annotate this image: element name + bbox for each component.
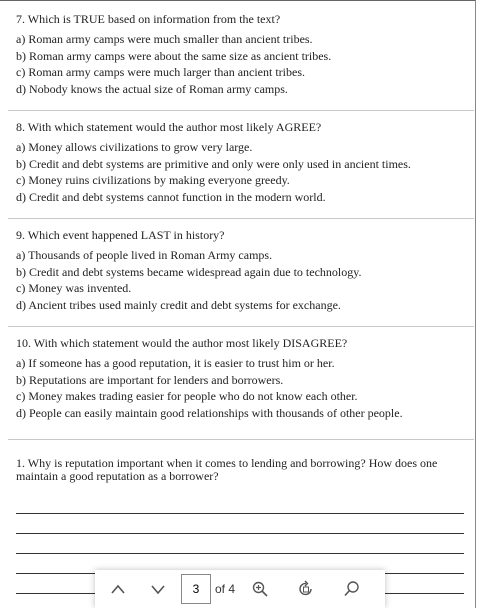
answer-option: a) Money allows civilizations to grow very large.: [16, 140, 253, 154]
chevron-up-icon: [110, 583, 126, 595]
next-page-button[interactable]: [143, 574, 173, 604]
question-9: [16, 227, 466, 313]
question-8: [16, 119, 466, 205]
answer-option: b) Roman army camps were about the same size as ancient tribes.: [16, 48, 332, 63]
pdf-toolbar: [95, 570, 385, 608]
chevron-down-icon: [150, 583, 166, 595]
page-total-label: of 4: [215, 582, 236, 596]
answer-line: [16, 513, 464, 514]
rotate-button[interactable]: [291, 574, 321, 604]
answer-option: b) Reputations are important for lenders and borrowers.: [16, 372, 284, 387]
answer-option: a) Thousands of people lived in Roman Army camps.: [16, 248, 273, 262]
divider: [8, 110, 474, 111]
zoom-in-icon: [251, 580, 269, 598]
divider: [8, 218, 474, 219]
answer-option: a) Roman army camps were much smaller than ancient tribes.: [16, 32, 313, 46]
answer-option: c) Money ruins civilizations by making everyone greedy.: [16, 173, 290, 187]
search-button[interactable]: [337, 574, 367, 604]
question-title: 7. Which is TRUE based on information from the text?: [16, 12, 281, 26]
answer-option: b) Credit and debt systems became widespread again due to technology.: [16, 264, 362, 279]
answer-option: c) Money was invented.: [16, 281, 132, 295]
answer-option: c) Roman army camps were much larger than ancient tribes.: [16, 65, 306, 79]
divider: [8, 326, 474, 327]
answer-line: [16, 553, 464, 554]
zoom-in-button[interactable]: [245, 574, 275, 604]
question-title: 10. With which statement would the author most likely DISAGREE?: [16, 336, 348, 350]
answer-option: d) Ancient tribes used mainly credit and debt systems for exchange.: [16, 297, 341, 312]
open-question: 1. Why is reputation important when it comes to lending and borrowing? How does one maintain a good reputation as a borrower?: [16, 456, 438, 483]
answer-option: b) Credit and debt systems are primitive and only were only used in ancient times.: [16, 156, 411, 171]
answer-option: d) Nobody knows the actual size of Roman army camps.: [16, 81, 288, 96]
answer-option: d) People can easily maintain good relationships with thousands of other people.: [16, 405, 403, 420]
search-icon: [343, 580, 361, 598]
answer-option: d) Credit and debt systems cannot function in the modern world.: [16, 189, 326, 204]
page-number-input[interactable]: [181, 574, 211, 604]
question-title: 9. Which event happened LAST in history?: [16, 228, 225, 242]
previous-page-button[interactable]: [103, 574, 133, 604]
divider: [8, 439, 474, 440]
question-10: [16, 335, 466, 421]
answer-option: c) Money makes trading easier for people who do not know each other.: [16, 389, 358, 403]
rotate-icon: [297, 580, 315, 598]
question-title: 8. With which statement would the author most likely AGREE?: [16, 120, 322, 134]
answer-option: a) If someone has a good reputation, it is easier to trust him or her.: [16, 356, 335, 370]
answer-line: [16, 533, 464, 534]
question-7: [16, 11, 466, 97]
